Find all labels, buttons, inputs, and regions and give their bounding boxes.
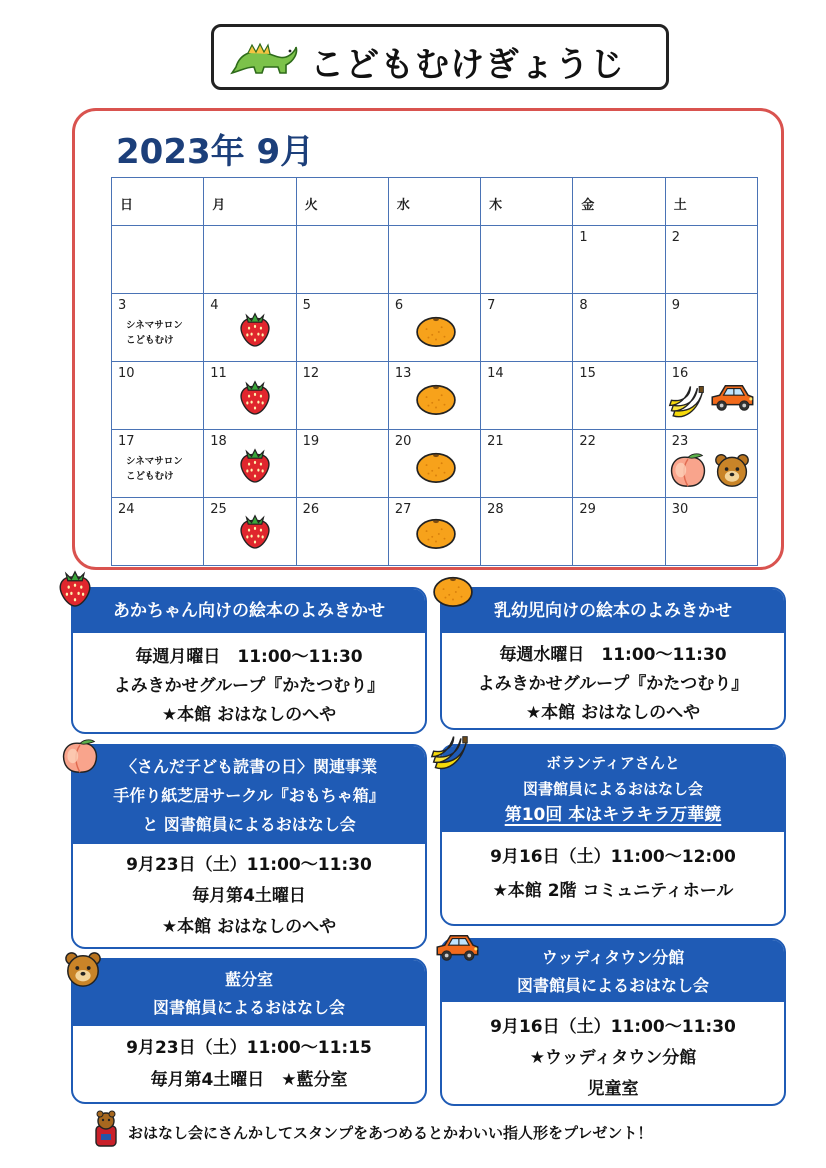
- weekday-sun: 日: [112, 178, 204, 226]
- peach-icon: [668, 452, 708, 488]
- calendar-week: [112, 430, 758, 498]
- weekday-sat: 土: [665, 178, 757, 226]
- calendar-day-30: [665, 498, 757, 566]
- day-number: 7: [487, 298, 496, 313]
- banana-icon: [668, 384, 706, 420]
- day-number: 5: [302, 298, 311, 313]
- calendar-day-27: [388, 498, 480, 566]
- calendar-cell-empty: [481, 226, 573, 294]
- event-card-toddler-storytime: [440, 587, 786, 730]
- day-number: 14: [487, 366, 504, 381]
- calendar-cell-empty: [296, 226, 388, 294]
- event-details: 9月16日（土）11:00～12:00 ★本館 2階 コミュニティホール: [490, 847, 736, 901]
- day-number: 2: [671, 230, 680, 245]
- finger-puppet-icon: [92, 1110, 120, 1148]
- orange-icon: [415, 450, 457, 484]
- day-number: 4: [210, 298, 219, 313]
- footer-note: おはなし会にさんかしてスタンプをあつめるとかわいい指人形をプレゼント！: [128, 1124, 653, 1142]
- day-number: 26: [302, 502, 320, 517]
- strawberry-icon: [238, 310, 272, 348]
- calendar-cell-empty: [204, 226, 296, 294]
- calendar-day-15: [573, 362, 665, 430]
- page-title-box: [211, 24, 669, 90]
- day-number: 3: [118, 298, 127, 313]
- calendar-day-9: [665, 294, 757, 362]
- day-number: 17: [118, 434, 135, 449]
- event-details: 9月23日（土）11:00～11:15 毎月第4土曜日 ★藍分室: [126, 1038, 372, 1090]
- calendar-day-28: [481, 498, 573, 566]
- day-number: 15: [579, 366, 596, 381]
- event-heading: ウッディタウン分館 図書館員によるおはなし会: [442, 940, 784, 1002]
- car-icon: [432, 932, 482, 964]
- calendar-week: [112, 294, 758, 362]
- page-title: こどもむけぎょうじ: [310, 45, 625, 85]
- calendar-day-1: [573, 226, 665, 294]
- calendar-day-3: [112, 294, 204, 362]
- calendar-week: [112, 362, 758, 430]
- calendar-day-26: [296, 498, 388, 566]
- calendar-day-10: [112, 362, 204, 430]
- day-number: 28: [487, 502, 504, 517]
- day-number: 29: [579, 502, 596, 517]
- peach-icon: [60, 738, 100, 774]
- weekday-fri: 金: [573, 178, 665, 226]
- weekday-thu: 木: [481, 178, 573, 226]
- weekday-wed: 水: [388, 178, 480, 226]
- day-number: 23: [671, 434, 689, 449]
- event-card-ai-branch: [71, 958, 427, 1104]
- day-number: 13: [394, 366, 412, 381]
- day-number: 12: [302, 366, 320, 381]
- weekday-mon: 月: [204, 178, 296, 226]
- day-number: 22: [579, 434, 596, 449]
- calendar-day-29: [573, 498, 665, 566]
- day-number: 16: [671, 366, 689, 381]
- event-details: 9月16日（土）11:00～11:30 ★ウッディタウン分館 児童室: [490, 1017, 736, 1099]
- calendar-month-label: 2023年 9月: [116, 132, 315, 172]
- calendar-day-23: [665, 430, 757, 498]
- cinema-salon-note: シネマサロン こどもむけ: [126, 456, 183, 482]
- orange-icon: [415, 314, 457, 348]
- orange-icon: [415, 516, 457, 550]
- event-heading: 藍分室 図書館員によるおはなし会: [73, 960, 425, 1026]
- day-number: 19: [302, 434, 320, 449]
- event-card-baby-storytime: [71, 587, 427, 734]
- calendar-day-20: [388, 430, 480, 498]
- strawberry-icon: [57, 568, 93, 608]
- cinema-salon-note: シネマサロン こどもむけ: [126, 320, 183, 346]
- event-heading: あかちゃん向けの絵本のよみきかせ: [73, 589, 425, 633]
- orange-icon: [415, 382, 457, 416]
- calendar-day-14: [481, 362, 573, 430]
- event-heading: 〈さんだ子ども読書の日〉関連事業 手作り紙芝居サークル『おもちゃ箱』 と 図書館員によるおはなし会: [73, 746, 425, 844]
- day-number: 24: [118, 502, 135, 517]
- event-details: 9月23日（土）11:00～11:30 毎月第4土曜日 ★本館 おはなしのへや: [126, 855, 372, 937]
- calendar-day-8: [573, 294, 665, 362]
- bear-icon: [64, 950, 102, 988]
- event-details: 毎週水曜日 11:00～11:30 よみきかせグループ『かたつむり』 ★本館 おはなしのへや: [477, 645, 749, 723]
- day-number: 27: [394, 502, 412, 517]
- dinosaur-icon: [230, 39, 300, 79]
- strawberry-icon: [238, 378, 272, 416]
- orange-icon: [432, 574, 474, 608]
- car-icon: [708, 382, 756, 414]
- calendar-day-19: [296, 430, 388, 498]
- strawberry-icon: [238, 446, 272, 484]
- event-heading: ボランティアさんと 図書館員によるおはなし会 第10回 本はキラキラ万華鏡: [442, 746, 784, 832]
- calendar-grid: [111, 177, 758, 566]
- weekday-header-row: [112, 178, 758, 226]
- day-number: 25: [210, 502, 227, 517]
- event-card-reading-day: [71, 744, 427, 949]
- bear-icon: [714, 452, 750, 488]
- event-heading: 乳幼児向けの絵本のよみきかせ: [442, 589, 784, 633]
- day-number: 20: [394, 434, 412, 449]
- calendar-day-22: [573, 430, 665, 498]
- calendar-day-4: [204, 294, 296, 362]
- day-number: 9: [671, 298, 680, 313]
- day-number: 6: [394, 298, 404, 313]
- calendar-day-25: [204, 498, 296, 566]
- day-number: 11: [210, 366, 227, 381]
- calendar-day-18: [204, 430, 296, 498]
- banana-icon: [430, 734, 470, 772]
- calendar-day-6: [388, 294, 480, 362]
- calendar-day-11: [204, 362, 296, 430]
- day-number: 18: [210, 434, 227, 449]
- calendar-day-16: [665, 362, 757, 430]
- calendar-day-21: [481, 430, 573, 498]
- day-number: 1: [579, 230, 588, 245]
- weekday-tue: 火: [296, 178, 388, 226]
- calendar-day-7: [481, 294, 573, 362]
- calendar-cell-empty: [112, 226, 204, 294]
- calendar-day-17: [112, 430, 204, 498]
- calendar-cell-empty: [388, 226, 480, 294]
- event-card-volunteer-storytime: [440, 744, 786, 926]
- event-details: 毎週月曜日 11:00～11:30 よみきかせグループ『かたつむり』 ★本館 おはなしのへや: [113, 647, 385, 725]
- strawberry-icon: [238, 512, 272, 550]
- day-number: 10: [118, 366, 135, 381]
- calendar-week: [112, 226, 758, 294]
- calendar-day-2: [665, 226, 757, 294]
- day-number: 30: [671, 502, 689, 517]
- day-number: 21: [487, 434, 504, 449]
- calendar-day-5: [296, 294, 388, 362]
- calendar-week: [112, 498, 758, 566]
- calendar-day-12: [296, 362, 388, 430]
- calendar-day-13: [388, 362, 480, 430]
- day-number: 8: [579, 298, 588, 313]
- event-card-woody-town-branch: [440, 938, 786, 1106]
- calendar-day-24: [112, 498, 204, 566]
